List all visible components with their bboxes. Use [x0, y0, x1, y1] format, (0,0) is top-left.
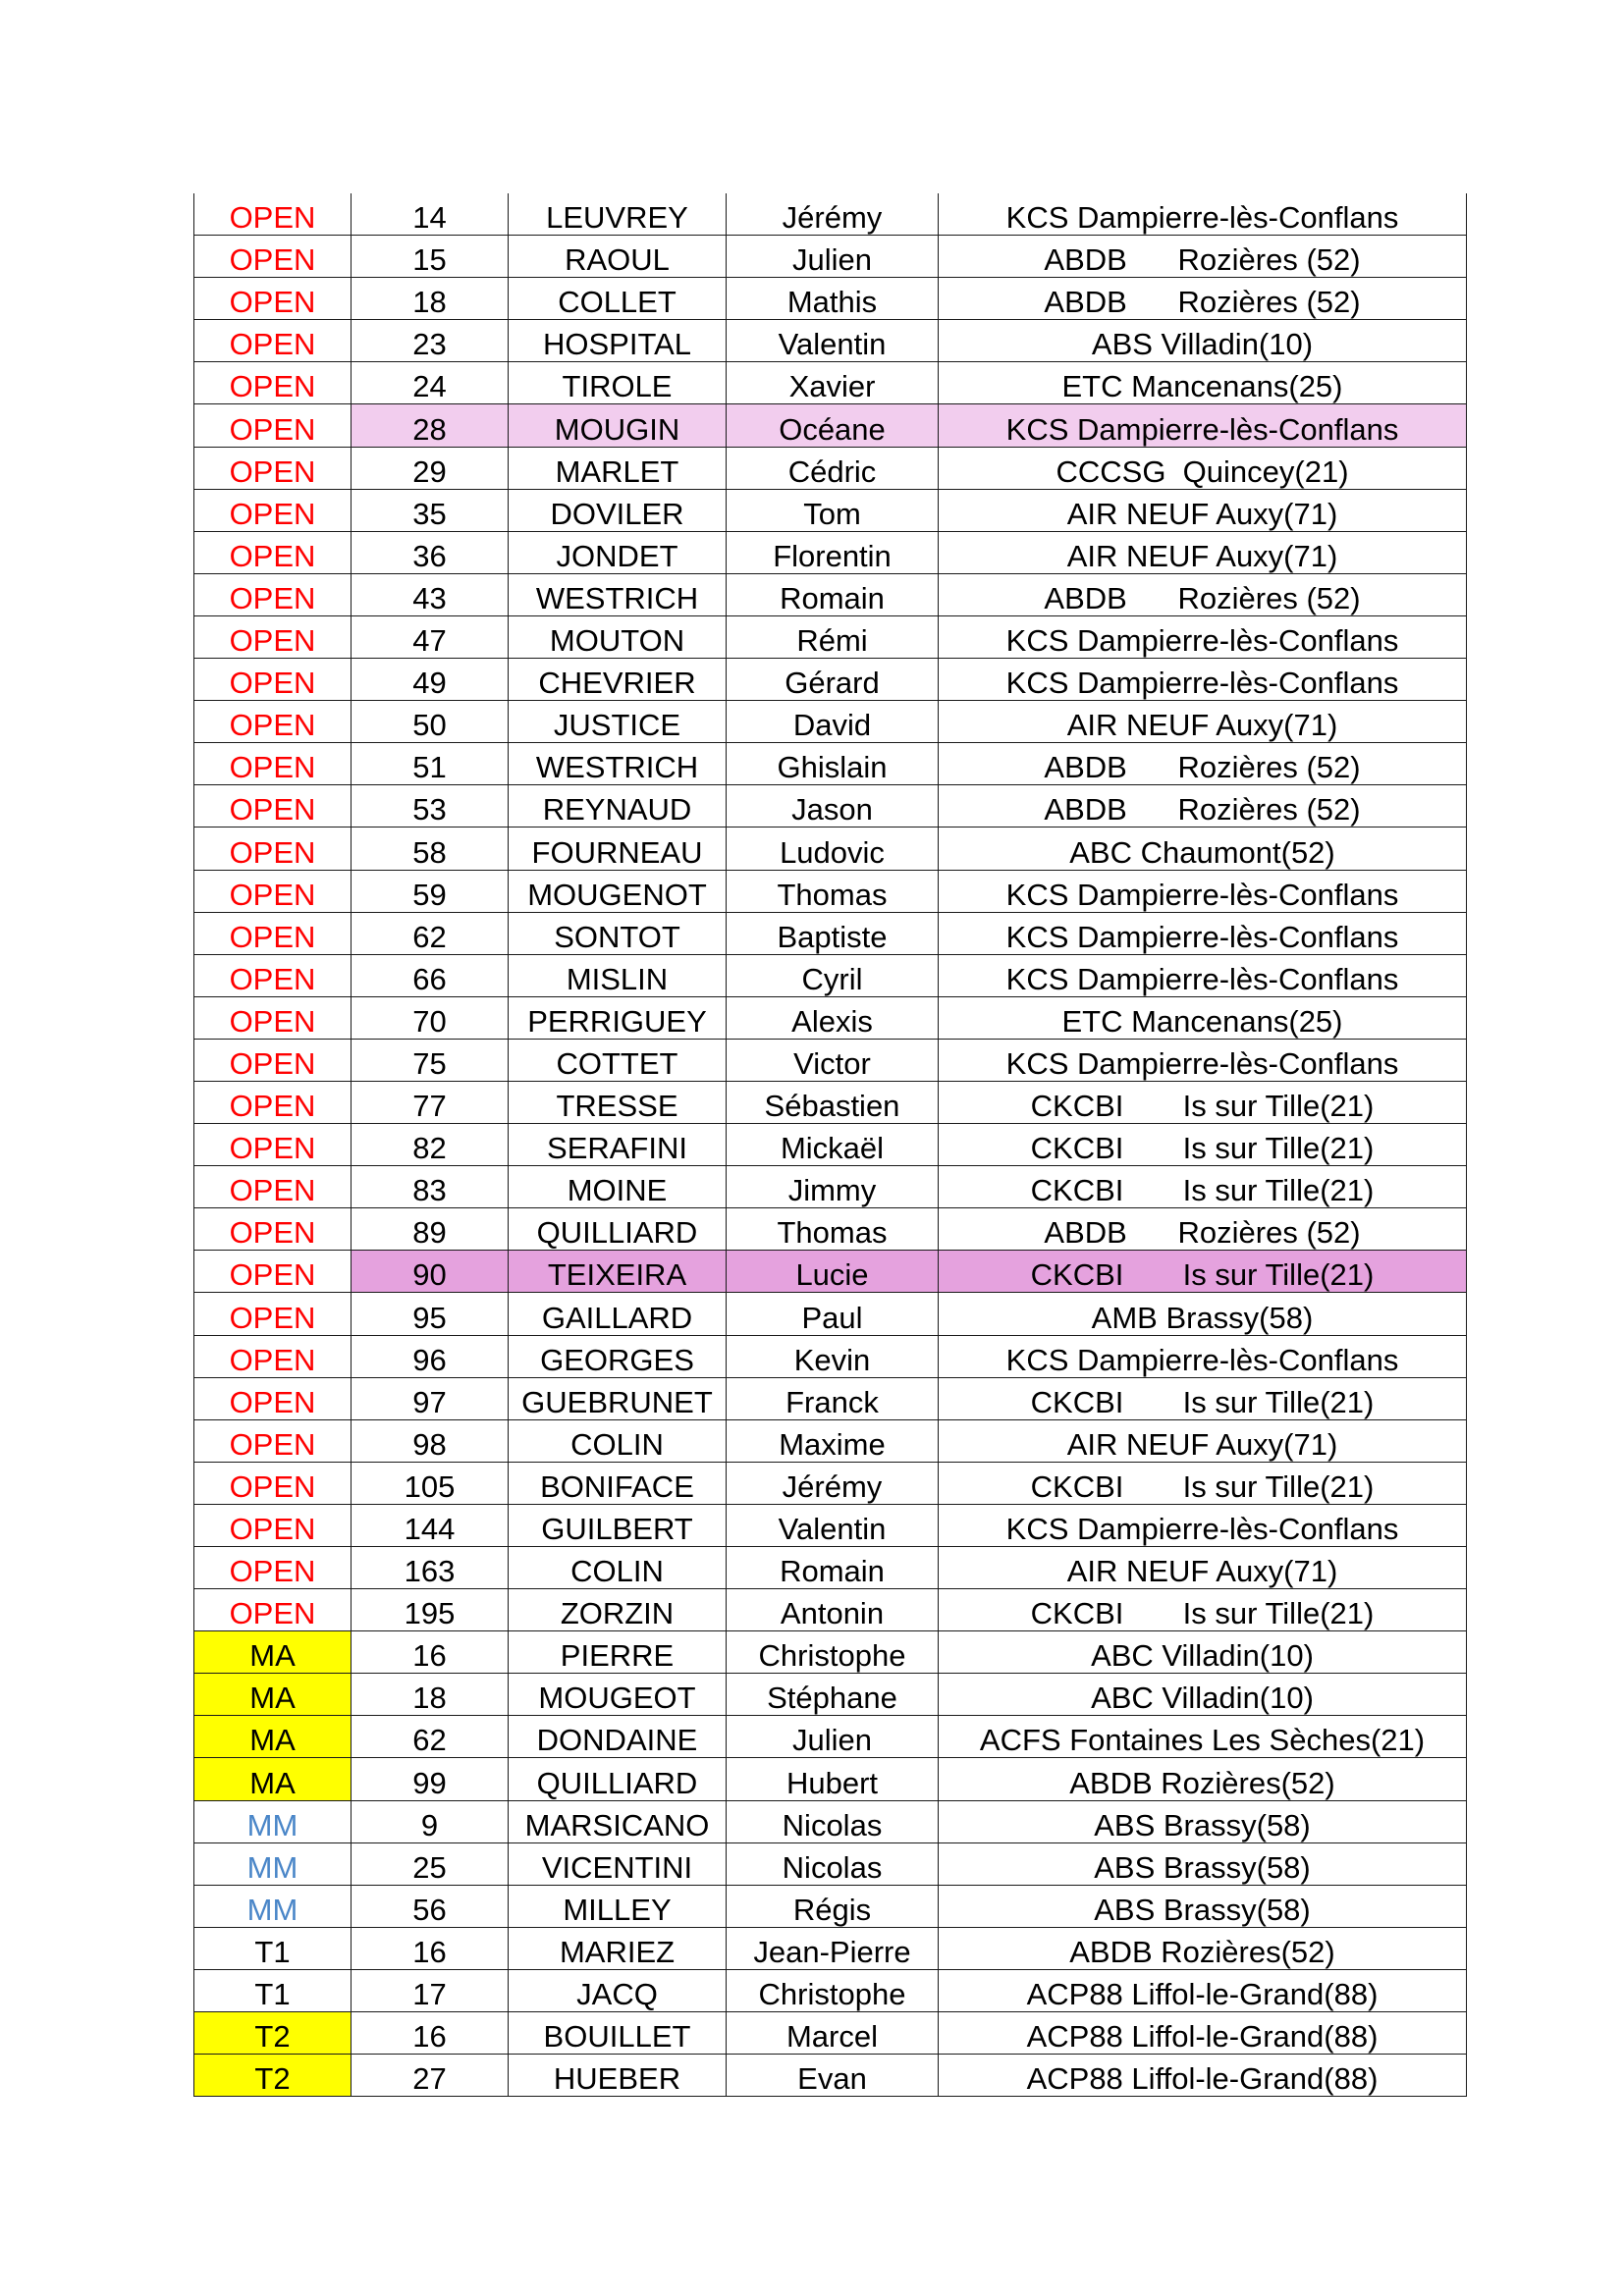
club-cell: ABDB Rozières (52): [939, 278, 1467, 320]
table-row: [194, 954, 1467, 996]
category-cell: OPEN: [194, 1335, 352, 1377]
last-name-cell: JONDET: [509, 531, 727, 573]
club-cell: ETC Mancenans(25): [939, 996, 1467, 1039]
category-cell: OPEN: [194, 1124, 352, 1166]
table-row: [194, 659, 1467, 701]
bib-number-cell: 16: [352, 2012, 509, 2055]
first-name-cell: Cédric: [727, 447, 939, 489]
category-cell: OPEN: [194, 404, 352, 447]
table-row: [194, 531, 1467, 573]
first-name-cell: Kevin: [727, 1335, 939, 1377]
bib-number-cell: 195: [352, 1589, 509, 1631]
bib-number-cell: 17: [352, 1969, 509, 2011]
club-cell: AMB Brassy(58): [939, 1293, 1467, 1335]
table-row: [194, 2055, 1467, 2097]
bib-number-cell: 47: [352, 615, 509, 658]
bib-number-cell: 35: [352, 489, 509, 531]
bib-number-cell: 99: [352, 1758, 509, 1800]
club-cell: ABDB Rozières(52): [939, 1758, 1467, 1800]
first-name-cell: Nicolas: [727, 1800, 939, 1842]
first-name-cell: Valentin: [727, 1504, 939, 1546]
table-row: [194, 1039, 1467, 1081]
table-row: [194, 236, 1467, 278]
category-cell: OPEN: [194, 870, 352, 912]
table-row: [194, 1504, 1467, 1546]
last-name-cell: TRESSE: [509, 1081, 727, 1123]
last-name-cell: SERAFINI: [509, 1124, 727, 1166]
category-cell: MM: [194, 1842, 352, 1885]
club-cell: CCCSG Quincey(21): [939, 447, 1467, 489]
bib-number-cell: 62: [352, 1716, 509, 1758]
category-cell: OPEN: [194, 1377, 352, 1419]
first-name-cell: Valentin: [727, 320, 939, 362]
bib-number-cell: 25: [352, 1842, 509, 1885]
category-cell: OPEN: [194, 1081, 352, 1123]
club-cell: KCS Dampierre-lès-Conflans: [939, 659, 1467, 701]
table-row: [194, 615, 1467, 658]
first-name-cell: Franck: [727, 1377, 939, 1419]
category-cell: MM: [194, 1885, 352, 1927]
last-name-cell: WESTRICH: [509, 743, 727, 785]
category-cell: T1: [194, 1969, 352, 2011]
table-row: [194, 1969, 1467, 2011]
club-cell: ACP88 Liffol-le-Grand(88): [939, 1969, 1467, 2011]
table-row: [194, 362, 1467, 404]
club-cell: KCS Dampierre-lès-Conflans: [939, 954, 1467, 996]
category-cell: MA: [194, 1674, 352, 1716]
first-name-cell: Victor: [727, 1039, 939, 1081]
bib-number-cell: 53: [352, 785, 509, 828]
category-cell: OPEN: [194, 1589, 352, 1631]
table-row: [194, 996, 1467, 1039]
last-name-cell: PERRIGUEY: [509, 996, 727, 1039]
table-row: [194, 743, 1467, 785]
category-cell: OPEN: [194, 1293, 352, 1335]
last-name-cell: VICENTINI: [509, 1842, 727, 1885]
first-name-cell: Régis: [727, 1885, 939, 1927]
table-row: [194, 1716, 1467, 1758]
last-name-cell: BOUILLET: [509, 2012, 727, 2055]
category-cell: MM: [194, 1800, 352, 1842]
club-cell: ABS Brassy(58): [939, 1842, 1467, 1885]
first-name-cell: Mathis: [727, 278, 939, 320]
table-row: [194, 1927, 1467, 1969]
last-name-cell: MARIEZ: [509, 1927, 727, 1969]
bib-number-cell: 56: [352, 1885, 509, 1927]
last-name-cell: MILLEY: [509, 1885, 727, 1927]
last-name-cell: COLLET: [509, 278, 727, 320]
bib-number-cell: 62: [352, 912, 509, 954]
last-name-cell: GAILLARD: [509, 1293, 727, 1335]
category-cell: OPEN: [194, 236, 352, 278]
club-cell: ACP88 Liffol-le-Grand(88): [939, 2012, 1467, 2055]
bib-number-cell: 18: [352, 278, 509, 320]
table-row: [194, 573, 1467, 615]
table-row: [194, 2012, 1467, 2055]
club-cell: AIR NEUF Auxy(71): [939, 1419, 1467, 1462]
last-name-cell: ZORZIN: [509, 1589, 727, 1631]
category-cell: OPEN: [194, 1504, 352, 1546]
category-cell: OPEN: [194, 743, 352, 785]
bib-number-cell: 24: [352, 362, 509, 404]
bib-number-cell: 23: [352, 320, 509, 362]
bib-number-cell: 83: [352, 1166, 509, 1208]
first-name-cell: Mickaël: [727, 1124, 939, 1166]
category-cell: OPEN: [194, 1251, 352, 1293]
last-name-cell: MARLET: [509, 447, 727, 489]
category-cell: OPEN: [194, 278, 352, 320]
first-name-cell: Baptiste: [727, 912, 939, 954]
table-row: [194, 447, 1467, 489]
club-cell: ABDB Rozières(52): [939, 1927, 1467, 1969]
table-row: [194, 1547, 1467, 1589]
club-cell: AIR NEUF Auxy(71): [939, 531, 1467, 573]
first-name-cell: Jean-Pierre: [727, 1927, 939, 1969]
last-name-cell: PIERRE: [509, 1631, 727, 1674]
club-cell: AIR NEUF Auxy(71): [939, 1547, 1467, 1589]
first-name-cell: Christophe: [727, 1631, 939, 1674]
bib-number-cell: 95: [352, 1293, 509, 1335]
table-row: [194, 870, 1467, 912]
table-row: [194, 1462, 1467, 1504]
last-name-cell: MOUTON: [509, 615, 727, 658]
last-name-cell: JACQ: [509, 1969, 727, 2011]
first-name-cell: Océane: [727, 404, 939, 447]
club-cell: ABS Villadin(10): [939, 320, 1467, 362]
last-name-cell: MOUGEOT: [509, 1674, 727, 1716]
category-cell: OPEN: [194, 659, 352, 701]
table-row: [194, 912, 1467, 954]
last-name-cell: COLIN: [509, 1419, 727, 1462]
bib-number-cell: 16: [352, 1631, 509, 1674]
table-row: [194, 1758, 1467, 1800]
table-row: [194, 1800, 1467, 1842]
bib-number-cell: 49: [352, 659, 509, 701]
club-cell: ABC Chaumont(52): [939, 828, 1467, 870]
category-cell: OPEN: [194, 785, 352, 828]
bib-number-cell: 9: [352, 1800, 509, 1842]
last-name-cell: RAOUL: [509, 236, 727, 278]
category-cell: OPEN: [194, 193, 352, 236]
club-cell: CKCBI Is sur Tille(21): [939, 1166, 1467, 1208]
last-name-cell: DOVILER: [509, 489, 727, 531]
table-row: [194, 1589, 1467, 1631]
first-name-cell: Tom: [727, 489, 939, 531]
table-row: [194, 1081, 1467, 1123]
club-cell: CKCBI Is sur Tille(21): [939, 1251, 1467, 1293]
first-name-cell: Evan: [727, 2055, 939, 2097]
first-name-cell: Jérémy: [727, 1462, 939, 1504]
first-name-cell: Sébastien: [727, 1081, 939, 1123]
table-row: [194, 1251, 1467, 1293]
bib-number-cell: 163: [352, 1547, 509, 1589]
first-name-cell: Cyril: [727, 954, 939, 996]
bib-number-cell: 105: [352, 1462, 509, 1504]
club-cell: ACP88 Liffol-le-Grand(88): [939, 2055, 1467, 2097]
last-name-cell: HUEBER: [509, 2055, 727, 2097]
table-row: [194, 828, 1467, 870]
first-name-cell: Gérard: [727, 659, 939, 701]
last-name-cell: QUILLIARD: [509, 1758, 727, 1800]
last-name-cell: COTTET: [509, 1039, 727, 1081]
club-cell: KCS Dampierre-lès-Conflans: [939, 1039, 1467, 1081]
club-cell: ACFS Fontaines Les Sèches(21): [939, 1716, 1467, 1758]
category-cell: OPEN: [194, 1208, 352, 1251]
table-row: [194, 278, 1467, 320]
club-cell: CKCBI Is sur Tille(21): [939, 1124, 1467, 1166]
last-name-cell: DONDAINE: [509, 1716, 727, 1758]
participants-table: [193, 193, 1467, 2097]
first-name-cell: Julien: [727, 1716, 939, 1758]
table-row: [194, 1419, 1467, 1462]
category-cell: OPEN: [194, 1462, 352, 1504]
club-cell: ABC Villadin(10): [939, 1674, 1467, 1716]
bib-number-cell: 29: [352, 447, 509, 489]
last-name-cell: HOSPITAL: [509, 320, 727, 362]
table-row: [194, 701, 1467, 743]
bib-number-cell: 75: [352, 1039, 509, 1081]
first-name-cell: Jérémy: [727, 193, 939, 236]
category-cell: OPEN: [194, 828, 352, 870]
first-name-cell: Lucie: [727, 1251, 939, 1293]
bib-number-cell: 144: [352, 1504, 509, 1546]
first-name-cell: Nicolas: [727, 1842, 939, 1885]
category-cell: OPEN: [194, 489, 352, 531]
table-row: [194, 1335, 1467, 1377]
bib-number-cell: 15: [352, 236, 509, 278]
first-name-cell: Ghislain: [727, 743, 939, 785]
club-cell: KCS Dampierre-lès-Conflans: [939, 193, 1467, 236]
club-cell: CKCBI Is sur Tille(21): [939, 1377, 1467, 1419]
last-name-cell: JUSTICE: [509, 701, 727, 743]
last-name-cell: BONIFACE: [509, 1462, 727, 1504]
last-name-cell: FOURNEAU: [509, 828, 727, 870]
bib-number-cell: 59: [352, 870, 509, 912]
first-name-cell: Ludovic: [727, 828, 939, 870]
category-cell: MA: [194, 1631, 352, 1674]
last-name-cell: GEORGES: [509, 1335, 727, 1377]
club-cell: KCS Dampierre-lès-Conflans: [939, 615, 1467, 658]
category-cell: MA: [194, 1716, 352, 1758]
table-row: [194, 404, 1467, 447]
category-cell: OPEN: [194, 1547, 352, 1589]
club-cell: KCS Dampierre-lès-Conflans: [939, 1335, 1467, 1377]
club-cell: ABDB Rozières (52): [939, 1208, 1467, 1251]
last-name-cell: TIROLE: [509, 362, 727, 404]
first-name-cell: Jimmy: [727, 1166, 939, 1208]
first-name-cell: Maxime: [727, 1419, 939, 1462]
last-name-cell: MISLIN: [509, 954, 727, 996]
club-cell: CKCBI Is sur Tille(21): [939, 1589, 1467, 1631]
bib-number-cell: 66: [352, 954, 509, 996]
last-name-cell: REYNAUD: [509, 785, 727, 828]
bib-number-cell: 36: [352, 531, 509, 573]
club-cell: KCS Dampierre-lès-Conflans: [939, 404, 1467, 447]
club-cell: ABDB Rozières (52): [939, 785, 1467, 828]
last-name-cell: MOUGENOT: [509, 870, 727, 912]
bib-number-cell: 51: [352, 743, 509, 785]
category-cell: MA: [194, 1758, 352, 1800]
last-name-cell: SONTOT: [509, 912, 727, 954]
bib-number-cell: 16: [352, 1927, 509, 1969]
category-cell: OPEN: [194, 954, 352, 996]
first-name-cell: Romain: [727, 573, 939, 615]
table-row: [194, 1166, 1467, 1208]
table-row: [194, 1631, 1467, 1674]
category-cell: OPEN: [194, 1419, 352, 1462]
table-row: [194, 193, 1467, 236]
bib-number-cell: 96: [352, 1335, 509, 1377]
first-name-cell: Marcel: [727, 2012, 939, 2055]
bib-number-cell: 18: [352, 1674, 509, 1716]
category-cell: OPEN: [194, 320, 352, 362]
last-name-cell: MOINE: [509, 1166, 727, 1208]
bib-number-cell: 82: [352, 1124, 509, 1166]
first-name-cell: Julien: [727, 236, 939, 278]
first-name-cell: Thomas: [727, 1208, 939, 1251]
bib-number-cell: 97: [352, 1377, 509, 1419]
category-cell: OPEN: [194, 362, 352, 404]
bib-number-cell: 58: [352, 828, 509, 870]
category-cell: T1: [194, 1927, 352, 1969]
first-name-cell: Florentin: [727, 531, 939, 573]
table-row: [194, 489, 1467, 531]
first-name-cell: Jason: [727, 785, 939, 828]
bib-number-cell: 89: [352, 1208, 509, 1251]
category-cell: T2: [194, 2012, 352, 2055]
first-name-cell: Hubert: [727, 1758, 939, 1800]
first-name-cell: Antonin: [727, 1589, 939, 1631]
last-name-cell: GUEBRUNET: [509, 1377, 727, 1419]
last-name-cell: CHEVRIER: [509, 659, 727, 701]
category-cell: OPEN: [194, 996, 352, 1039]
bib-number-cell: 50: [352, 701, 509, 743]
bib-number-cell: 70: [352, 996, 509, 1039]
first-name-cell: Alexis: [727, 996, 939, 1039]
first-name-cell: Paul: [727, 1293, 939, 1335]
bib-number-cell: 98: [352, 1419, 509, 1462]
category-cell: OPEN: [194, 531, 352, 573]
club-cell: KCS Dampierre-lès-Conflans: [939, 1504, 1467, 1546]
club-cell: ABS Brassy(58): [939, 1885, 1467, 1927]
first-name-cell: Rémi: [727, 615, 939, 658]
last-name-cell: TEIXEIRA: [509, 1251, 727, 1293]
table-row: [194, 1208, 1467, 1251]
table-row: [194, 1293, 1467, 1335]
last-name-cell: LEUVREY: [509, 193, 727, 236]
table-row: [194, 785, 1467, 828]
table-row: [194, 1674, 1467, 1716]
club-cell: AIR NEUF Auxy(71): [939, 489, 1467, 531]
bib-number-cell: 28: [352, 404, 509, 447]
club-cell: KCS Dampierre-lès-Conflans: [939, 870, 1467, 912]
category-cell: OPEN: [194, 1166, 352, 1208]
last-name-cell: QUILLIARD: [509, 1208, 727, 1251]
last-name-cell: GUILBERT: [509, 1504, 727, 1546]
club-cell: ABC Villadin(10): [939, 1631, 1467, 1674]
table-row: [194, 1842, 1467, 1885]
club-cell: AIR NEUF Auxy(71): [939, 701, 1467, 743]
first-name-cell: Christophe: [727, 1969, 939, 2011]
club-cell: ETC Mancenans(25): [939, 362, 1467, 404]
club-cell: ABS Brassy(58): [939, 1800, 1467, 1842]
category-cell: OPEN: [194, 615, 352, 658]
bib-number-cell: 27: [352, 2055, 509, 2097]
category-cell: OPEN: [194, 912, 352, 954]
first-name-cell: Xavier: [727, 362, 939, 404]
last-name-cell: MOUGIN: [509, 404, 727, 447]
club-cell: CKCBI Is sur Tille(21): [939, 1081, 1467, 1123]
first-name-cell: Romain: [727, 1547, 939, 1589]
table-row: [194, 1885, 1467, 1927]
category-cell: T2: [194, 2055, 352, 2097]
bib-number-cell: 14: [352, 193, 509, 236]
last-name-cell: COLIN: [509, 1547, 727, 1589]
category-cell: OPEN: [194, 701, 352, 743]
first-name-cell: Stéphane: [727, 1674, 939, 1716]
club-cell: CKCBI Is sur Tille(21): [939, 1462, 1467, 1504]
bib-number-cell: 43: [352, 573, 509, 615]
first-name-cell: Thomas: [727, 870, 939, 912]
category-cell: OPEN: [194, 447, 352, 489]
club-cell: ABDB Rozières (52): [939, 573, 1467, 615]
table-row: [194, 320, 1467, 362]
club-cell: ABDB Rozières (52): [939, 236, 1467, 278]
bib-number-cell: 77: [352, 1081, 509, 1123]
first-name-cell: David: [727, 701, 939, 743]
table-row: [194, 1377, 1467, 1419]
category-cell: OPEN: [194, 573, 352, 615]
club-cell: ABDB Rozières (52): [939, 743, 1467, 785]
club-cell: KCS Dampierre-lès-Conflans: [939, 912, 1467, 954]
bib-number-cell: 90: [352, 1251, 509, 1293]
table-row: [194, 1124, 1467, 1166]
last-name-cell: MARSICANO: [509, 1800, 727, 1842]
participants-table-body: [194, 193, 1467, 2097]
category-cell: OPEN: [194, 1039, 352, 1081]
last-name-cell: WESTRICH: [509, 573, 727, 615]
